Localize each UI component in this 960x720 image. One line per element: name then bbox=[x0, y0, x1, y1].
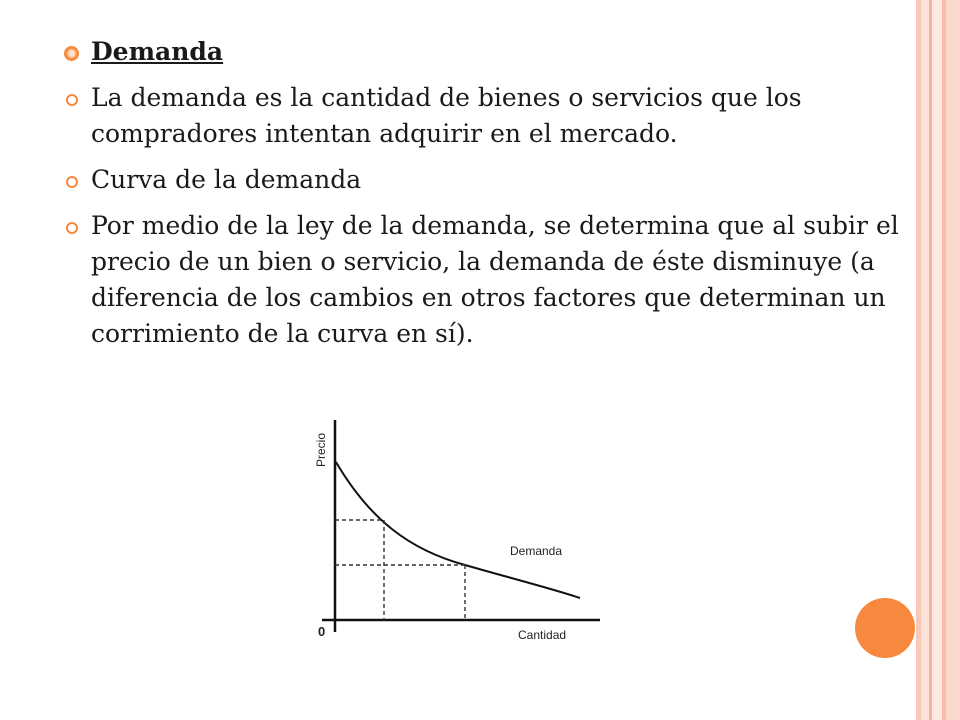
bullet-text: Curva de la demanda bbox=[91, 165, 362, 194]
origin-label: 0 bbox=[318, 624, 326, 639]
decorative-circle bbox=[855, 598, 915, 658]
curve-label: Demanda bbox=[510, 544, 563, 558]
bullet-icon bbox=[66, 222, 78, 234]
demand-curve bbox=[336, 462, 580, 598]
bullet-text: Demanda bbox=[91, 37, 224, 66]
bullet-text: Por medio de la ley de la demanda, se determina que al subir el precio de un bien o servicio, la demanda de éste disminuye (a diferencia de los cambios en otros factores que determinan un corrimiento de la curva en sí). bbox=[91, 211, 899, 348]
bullet-item-heading bbox=[62, 34, 912, 70]
bullet-icon bbox=[66, 94, 78, 106]
x-axis-label: Cantidad bbox=[518, 628, 567, 642]
bullet-text: La demanda es la cantidad de bienes o servicios que los compradores intentan adquirir en el mercado. bbox=[91, 83, 802, 148]
bullet-icon bbox=[66, 176, 78, 188]
decorative-stripe bbox=[932, 0, 942, 720]
decorative-stripe bbox=[946, 0, 960, 720]
y-axis-label: Precio bbox=[314, 432, 329, 468]
bullet-icon bbox=[64, 46, 79, 61]
bullet-item-definition bbox=[62, 80, 912, 152]
bullet-item-law bbox=[62, 208, 912, 352]
bullet-item-curve bbox=[62, 162, 912, 198]
demand-curve-chart bbox=[300, 410, 630, 650]
decorative-stripe bbox=[921, 0, 929, 720]
bullet-list bbox=[62, 34, 912, 362]
